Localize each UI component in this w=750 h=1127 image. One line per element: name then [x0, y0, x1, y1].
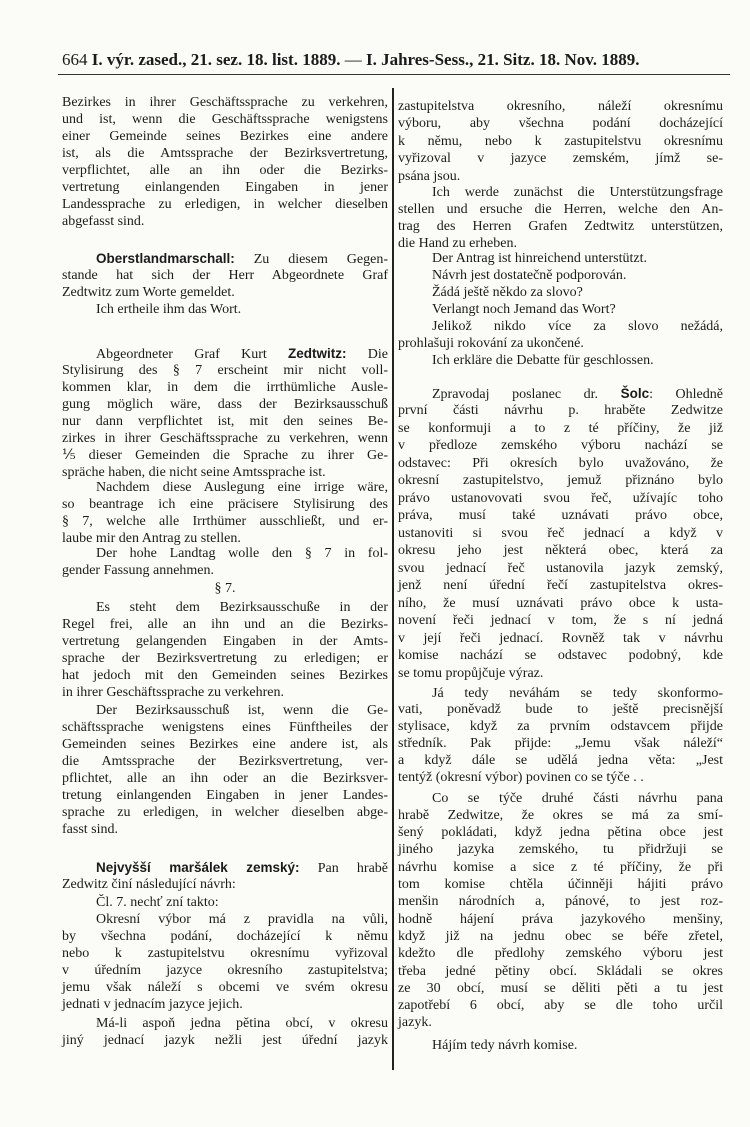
text-line: a když dále se udělá jedna věta: „Jest	[398, 752, 723, 768]
text-line: Zedtwitz zum Worte gemeldet.	[62, 284, 235, 300]
text-line: odstavec: Při okresích bylo uvažováno, že	[398, 455, 723, 471]
text-line: jiného jazyka zemského, tu přidržuji se	[398, 842, 723, 858]
text-line: nur dann verpflichtet ist, mit den seines Be-	[62, 413, 388, 429]
text-line: jednati v jednacím jazyce jejich.	[62, 996, 243, 1012]
text-line: hrabě Zedwitze, že okres se má za smí-	[398, 807, 723, 823]
text-line: und ist, wenn die Geschäftssprache wenigstens	[62, 111, 388, 127]
text-line: vyřizoval v jazyce zemském, jímž se-	[398, 151, 723, 166]
text-line: jenž není úřední řečí zastupitelstva okres-	[398, 578, 723, 593]
text-line	[432, 385, 723, 402]
text-line: vertretung einlangenden Eingaben in jener	[62, 179, 388, 195]
text-line: k němu, nebo k zastupitelstvu okresnímu	[398, 133, 723, 149]
text-line: zapotřebí 6 obcí, aby se dle toho určil	[398, 998, 723, 1014]
text-line: Bezirkes in ihrer Geschäftssprache zu verkehren,	[62, 94, 388, 110]
text-line	[96, 250, 388, 267]
text-line: stellen und ersuche die Herren, welche den An-	[398, 201, 723, 217]
text-line: Jelikož nikdo více za slovo nežádá,	[432, 318, 723, 334]
text-line: ustanoviti si svou řeč jednací a když v	[398, 525, 723, 541]
text-line: vertretung gelangenden Eingaben in der Amts-	[62, 633, 388, 649]
text-line: gender Fassung annehmen.	[62, 562, 215, 578]
text-line: sprache der Bezirksvertretung zu erledigen; er	[62, 650, 388, 666]
text-line: Návrh jest dostatečně podporován.	[432, 267, 627, 283]
speaker-name: Šolc	[620, 385, 650, 401]
text-line: středník. Pak přijde: „Jemu však náleží“	[398, 735, 723, 751]
line-text: Zpravodaj poslanec dr.	[432, 386, 621, 402]
text-line: laube mir den Antrag zu stellen.	[62, 530, 241, 546]
text-line: Landessprache zu erledigen, in welcher dieselben	[62, 196, 388, 212]
line-text: Pan hrabě	[299, 860, 388, 876]
text-line: výboru, aby všechna podání docházející	[398, 116, 723, 131]
text-line: stande hat sich der Herr Abgeordnete Graf	[62, 267, 388, 283]
text-line: zirkes in ihrer Geschäftssprache zu verkehren, wenn	[62, 430, 388, 446]
text-line: když již na jednu obec se béře zřetel,	[398, 928, 723, 944]
header-german-session: I. Jahres-Sess., 21. Sitz. 18. Nov. 1889.	[365, 50, 640, 69]
speaker-name: Oberstlandmarschall:	[96, 250, 235, 266]
text-line: práva, musí také uznávati právo obce,	[398, 508, 723, 523]
text-line: vati, poněvadž bude to ještě precisnější	[398, 702, 723, 718]
text-line: Zedwitz činí následující návrh:	[62, 876, 236, 892]
text-line: die Hand zu erheben.	[398, 235, 517, 251]
text-line: die Amtssprache der Bezirksvertretung, ver-	[62, 753, 388, 769]
text-line: právo ustanovovati svou řeč, užívajíc toho	[398, 490, 723, 506]
text-line: šený pokládati, když jedna pětina obce jest	[398, 825, 723, 841]
text-line: třeba jedné pětiny obcí. Skládali se okres	[398, 963, 723, 979]
text-line: kdežto dle předlohy zemského výboru jest	[398, 946, 723, 962]
text-line: Gemeinden seines Bezirkes eine andere ist, als	[62, 736, 388, 752]
text-line: se konformuji a to z té příčiny, že již	[398, 420, 723, 436]
text-line: komise nachází se odstavec podobný, kde	[398, 648, 723, 663]
text-line	[96, 345, 388, 362]
text-line: ního, že musí uznávati právo obce k usta-	[398, 595, 723, 611]
text-line: v její řeči jednací. Rovněž tak v návrhu	[398, 630, 723, 646]
text-line: zastupitelstva okresního, náleží okresnímu	[398, 98, 723, 114]
text-line: okresní zastupitelstvo, jemuž přiznáno bylo	[398, 473, 723, 488]
text-line: jiný jednací jazyk nežli jest úřední jazyk	[62, 1032, 388, 1048]
text-line: verpflichtet, alle an ihn oder die Bezirks-	[62, 162, 388, 178]
text-line: svou jednací řeč ustanovila jazyk zemský,	[398, 560, 723, 576]
text-line: ze 30 obcí, musí se děliti pěti a tu jest	[398, 980, 723, 996]
text-line: hat jedoch mit den Gemeinden seines Bezirkes	[62, 667, 388, 683]
text-line: Nachdem diese Auslegung eine irrige wäre,	[96, 479, 388, 495]
speaker-name: Nejvyšší maršálek zemský:	[96, 859, 300, 875]
text-line: Stylisirung des § 7 erscheint mir nicht voll-	[62, 362, 388, 378]
text-line: menšin národních a, pánové, to jest roz-	[398, 894, 723, 910]
text-line: kommen klar, in dem die irrthümliche Ausle-	[62, 379, 388, 395]
text-line: gung möglich wäre, dass der Bezirksausschuß	[62, 396, 388, 412]
line-text: : Ohledně	[649, 386, 723, 402]
text-line: novení řeči jednací v tom, že s ní jedná	[398, 613, 723, 628]
text-line: jemu však náleží s obcemi ve svém okresu	[62, 979, 388, 995]
text-line: abgefasst sind.	[62, 213, 145, 229]
line-text: Die	[346, 346, 388, 362]
text-line: by všechna podání, docházející k němu	[62, 928, 388, 944]
text-line: fasst sind.	[62, 821, 118, 837]
text-line: Čl. 7. nechť zní takto:	[96, 894, 219, 910]
text-line: Regel frei, alle an ihn und an die Bezirks-	[62, 616, 388, 632]
text-line: Es steht dem Bezirksausschuße in der	[96, 599, 388, 615]
page-number: 664	[62, 50, 88, 69]
text-line: Ich ertheile ihm das Wort.	[96, 301, 242, 317]
text-line: Der Antrag ist hinreichend unterstützt.	[432, 250, 647, 266]
text-line: prohlašuji rokování za ukončené.	[398, 335, 584, 351]
text-line: sprache zu erledigen, in welcher dieselben abge-	[62, 804, 388, 820]
speaker-name: Zedtwitz:	[288, 345, 347, 361]
text-line: jazyk.	[398, 1015, 432, 1031]
text-line: psána jsou.	[398, 168, 461, 184]
text-line: Má-li aspoň jedna pětina obcí, v okresu	[96, 1015, 388, 1031]
text-line: so beantrage ich eine präcisere Stylisirung des	[62, 496, 388, 512]
text-line: Žádá ještě někdo za slovo?	[432, 284, 583, 300]
text-line: in ihrer Geschäftssprache zu verkehren.	[62, 684, 284, 700]
text-line: v úředním jazyce okresního zastupitelstva;	[62, 962, 388, 978]
text-line: Verlangt noch Jemand das Wort?	[432, 301, 616, 317]
text-line: nebo k zastupitelstvu okresnímu vyřizoval	[62, 945, 388, 961]
text-line: ist, als die Amtssprache der Bezirksvertretung,	[62, 145, 388, 161]
text-line: návrhu komise a sice z té příčiny, že při	[398, 859, 723, 875]
text-line: ⅕ dieser Gemeinden die Sprache zu ihrer Ge-	[62, 447, 388, 463]
text-line: okresu jeho jest některá obec, která za	[398, 543, 723, 558]
header-czech-session: I. výr. zased., 21. sez. 18. list. 1889.	[91, 50, 341, 69]
text-line: v předloze zemského výboru nachází se	[398, 438, 723, 453]
text-line: Já tedy neváhám se tedy skonformo-	[432, 685, 723, 701]
text-line: první části návrhu p. hraběte Zedwitze	[398, 403, 723, 418]
text-line: trag des Herren Grafen Zedtwitz unterstützen,	[398, 218, 723, 234]
text-line: hodně hájení práva jazykového menšiny,	[398, 911, 723, 927]
text-line: se tomu propůjčuje výraz.	[398, 665, 544, 681]
text-line: Der Bezirksausschuß ist, wenn die Ge-	[96, 702, 388, 718]
text-line: Hájím tedy návrh komise.	[432, 1037, 578, 1053]
text-line: Ich werde zunächst die Unterstützungsfrage	[432, 184, 723, 200]
text-line: tretung einlangenden Eingaben in jener Landes-	[62, 787, 388, 803]
text-line: Co se týče druhé části návrhu pana	[432, 790, 723, 806]
line-text: Abgeordneter Graf Kurt	[96, 346, 289, 362]
page-header	[62, 50, 722, 72]
text-line: § 7.	[214, 580, 236, 596]
text-line: schäftssprache wenigstens eines Fünftheiles der	[62, 719, 388, 735]
header-rule	[58, 74, 730, 75]
header-separator: —	[344, 50, 362, 69]
text-line: tentýž (okresní výbor) povinen co se týče . .	[398, 769, 644, 785]
text-line: tom komise chtěla účinněji hájiti právo	[398, 877, 723, 892]
text-line: § 7, welche alle Irrthümer ausschließt, und er-	[62, 513, 388, 529]
text-line: pflichtet, alle an ihn oder an die Bezirksver-	[62, 770, 388, 786]
line-text: Zu diesem Gegen-	[234, 251, 388, 267]
text-line: Ich erkläre die Debatte für geschlossen.	[432, 352, 654, 368]
column-divider	[392, 88, 394, 1070]
text-line: Der hohe Landtag wolle den § 7 in fol-	[96, 545, 388, 561]
text-line: spräche haben, die nicht seine Amtssprache ist.	[62, 464, 326, 480]
text-line	[96, 859, 388, 876]
text-line: Okresní výbor má z pravidla na vůli,	[96, 911, 388, 927]
text-line: stylisace, když za prvním odstavcem přijde	[398, 719, 723, 735]
text-line: einer Gemeinde seines Bezirkes eine andere	[62, 128, 388, 144]
